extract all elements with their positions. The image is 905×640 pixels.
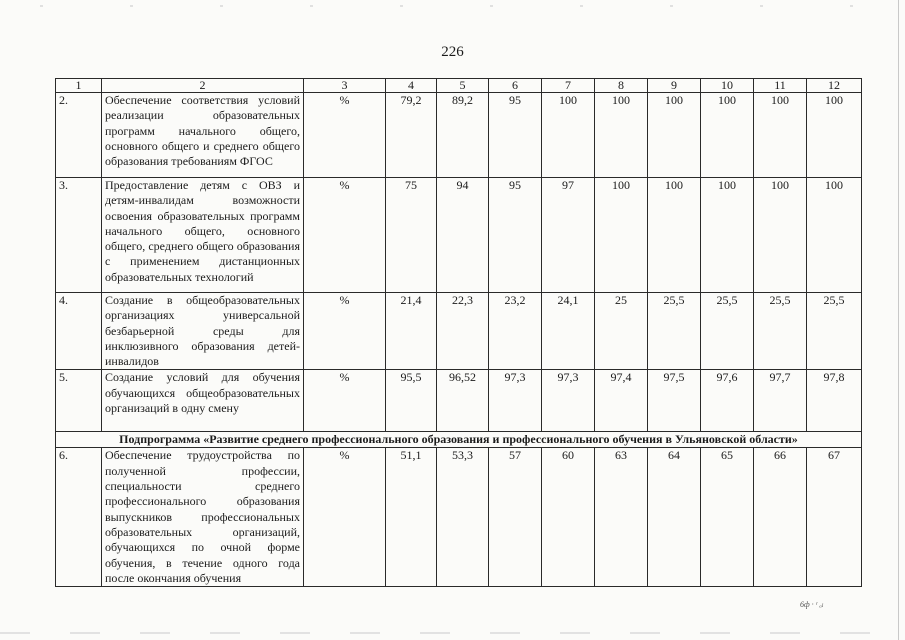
row-value: 97,4	[595, 370, 648, 432]
row-description: Предоставление детям с ОВЗ и детям-инвалидам возможности освоения образовательных программ начального общего, основного общего, среднего общего образования с применением дистанционных образовательных технологий	[102, 178, 304, 293]
row-unit: %	[304, 448, 386, 587]
row-value: 25,5	[701, 293, 754, 370]
row-value: 95	[489, 178, 542, 293]
table-row	[56, 93, 862, 178]
row-value: 100	[807, 178, 862, 293]
row-value: 60	[542, 448, 595, 587]
row-index: 4.	[56, 293, 102, 370]
indicators-table	[55, 78, 862, 587]
row-unit: %	[304, 178, 386, 293]
row-value: 57	[489, 448, 542, 587]
row-value: 100	[807, 93, 862, 178]
subprogram-title: Подпрограмма «Развитие среднего профессионального образования и профессионального обучения в Ульяновской области»	[56, 432, 862, 448]
row-value: 25,5	[807, 293, 862, 370]
row-value: 67	[807, 448, 862, 587]
col-header: 10	[701, 79, 754, 93]
row-value: 24,1	[542, 293, 595, 370]
row-description: Создание условий для обучения обучающихся общеобразовательных организаций в одну смену	[102, 370, 304, 432]
row-value: 100	[754, 178, 807, 293]
table-row	[56, 448, 862, 587]
row-value: 95,5	[386, 370, 437, 432]
table-row	[56, 370, 862, 432]
row-value: 100	[701, 178, 754, 293]
row-value: 79,2	[386, 93, 437, 178]
col-header: 12	[807, 79, 862, 93]
row-value: 97	[542, 178, 595, 293]
row-value: 89,2	[437, 93, 489, 178]
subprogram-row	[56, 432, 862, 448]
row-value: 100	[542, 93, 595, 178]
row-value: 100	[754, 93, 807, 178]
row-index: 2.	[56, 93, 102, 178]
row-description: Обеспечение соответствия условий реализации образовательных программ начального общего, основного общего и среднего общего образования требованиям ФГОС	[102, 93, 304, 178]
row-value: 97,3	[542, 370, 595, 432]
row-value: 97,7	[754, 370, 807, 432]
row-value: 66	[754, 448, 807, 587]
row-value: 51,1	[386, 448, 437, 587]
row-value: 97,8	[807, 370, 862, 432]
row-description: Создание в общеобразовательных организациях универсальной безбарьерной среды для инклюзивного образования детей-инвалидов	[102, 293, 304, 370]
row-value: 94	[437, 178, 489, 293]
row-value: 63	[595, 448, 648, 587]
col-header: 3	[304, 79, 386, 93]
row-value: 95	[489, 93, 542, 178]
scan-edge	[898, 0, 899, 640]
table-row	[56, 293, 862, 370]
row-index: 6.	[56, 448, 102, 587]
handwritten-mark: 6ф · ʳ ₐₗ	[800, 600, 824, 609]
col-header: 8	[595, 79, 648, 93]
row-index: 3.	[56, 178, 102, 293]
header-row	[56, 79, 862, 93]
col-header: 4	[386, 79, 437, 93]
col-header: 7	[542, 79, 595, 93]
row-unit: %	[304, 293, 386, 370]
row-value: 100	[595, 93, 648, 178]
col-header: 6	[489, 79, 542, 93]
row-value: 25,5	[648, 293, 701, 370]
row-value: 100	[701, 93, 754, 178]
col-header: 1	[56, 79, 102, 93]
row-value: 97,5	[648, 370, 701, 432]
col-header: 11	[754, 79, 807, 93]
col-header: 2	[102, 79, 304, 93]
row-value: 25,5	[754, 293, 807, 370]
row-value: 100	[648, 93, 701, 178]
row-value: 21,4	[386, 293, 437, 370]
row-value: 75	[386, 178, 437, 293]
col-header: 9	[648, 79, 701, 93]
scan-artifact-bottom	[0, 632, 905, 634]
page-number: 226	[441, 44, 464, 60]
row-index: 5.	[56, 370, 102, 432]
row-value: 64	[648, 448, 701, 587]
row-value: 53,3	[437, 448, 489, 587]
row-description: Обеспечение трудоустройства по полученной профессии, специальности среднего профессионального образования выпускников профессиональных образовательных организаций, обучающихся по очной форме обучения, в течение одного года после окончания обучения	[102, 448, 304, 587]
row-value: 97,3	[489, 370, 542, 432]
row-unit: %	[304, 370, 386, 432]
row-value: 96,52	[437, 370, 489, 432]
row-value: 25	[595, 293, 648, 370]
row-value: 100	[595, 178, 648, 293]
col-header: 5	[437, 79, 489, 93]
row-value: 97,6	[701, 370, 754, 432]
scan-artifact-top	[0, 5, 905, 7]
row-value: 22,3	[437, 293, 489, 370]
row-value: 65	[701, 448, 754, 587]
row-value: 23,2	[489, 293, 542, 370]
table-row	[56, 178, 862, 293]
row-unit: %	[304, 93, 386, 178]
row-value: 100	[648, 178, 701, 293]
